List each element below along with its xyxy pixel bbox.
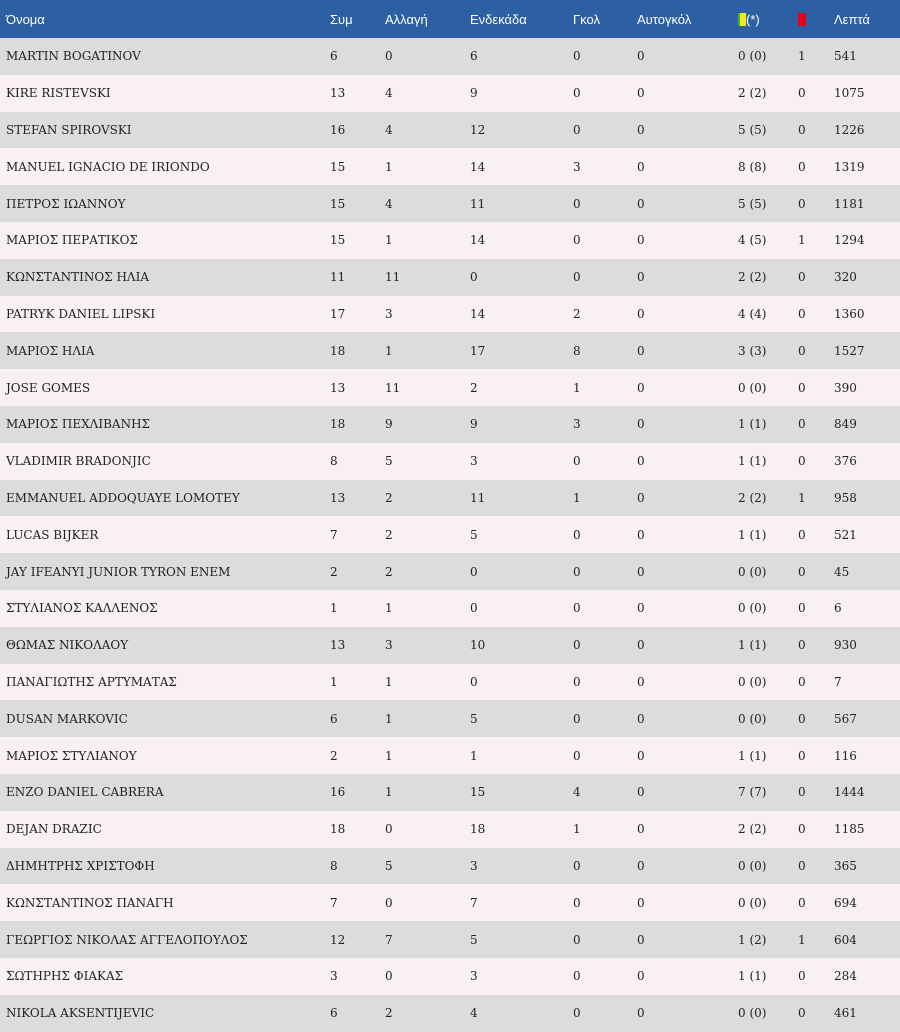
cell-own-goals: 0 [637, 343, 645, 358]
cell-own-goals: 0 [637, 86, 645, 101]
header-own-goals[interactable]: Αυτογκόλ [637, 11, 692, 27]
cell-goals: 3 [573, 417, 581, 432]
cell-starting: 9 [470, 417, 478, 432]
cell-apps: 11 [330, 270, 346, 285]
cell-minutes: 1226 [834, 122, 865, 137]
cell-red-cards: 0 [798, 343, 806, 358]
table-header-row [0, 0, 900, 38]
table-row [0, 811, 900, 848]
cell-red-cards: 0 [798, 674, 806, 689]
cell-starting: 11 [470, 490, 486, 505]
cell-starting: 5 [470, 932, 478, 947]
cell-minutes: 1075 [834, 86, 865, 101]
table-row [0, 553, 900, 590]
cell-yellow-cards: 0 (0) [738, 601, 767, 616]
cell-apps: 15 [330, 159, 346, 174]
cell-starting: 0 [470, 674, 478, 689]
cell-red-cards: 0 [798, 1006, 806, 1021]
cell-player-name: JOSE GOMES [6, 380, 91, 395]
cell-own-goals: 0 [637, 1006, 645, 1021]
cell-yellow-cards: 7 (7) [738, 785, 767, 800]
cell-yellow-cards: 1 (1) [738, 969, 767, 984]
cell-red-cards: 0 [798, 858, 806, 873]
cell-player-name: EMMANUEL ADDOQUAYE LOMOTEY [6, 490, 240, 505]
cell-yellow-cards: 1 (1) [738, 748, 767, 763]
cell-goals: 0 [573, 270, 581, 285]
cell-starting: 1 [470, 748, 478, 763]
cell-subs: 4 [385, 196, 393, 211]
cell-subs: 5 [385, 454, 393, 469]
table-row [0, 958, 900, 995]
cell-apps: 6 [330, 711, 338, 726]
cell-own-goals: 0 [637, 969, 645, 984]
cell-apps: 8 [330, 454, 338, 469]
cell-goals: 0 [573, 858, 581, 873]
cell-starting: 3 [470, 454, 478, 469]
cell-red-cards: 0 [798, 564, 806, 579]
cell-player-name: ΜΑΡΙΟΣ ΗΛΙΑ [6, 343, 95, 358]
cell-red-cards: 0 [798, 196, 806, 211]
cell-own-goals: 0 [637, 49, 645, 64]
table-row [0, 148, 900, 185]
cell-own-goals: 0 [637, 674, 645, 689]
cell-goals: 0 [573, 454, 581, 469]
cell-yellow-cards: 1 (1) [738, 417, 767, 432]
table-row [0, 516, 900, 553]
cell-starting: 9 [470, 86, 478, 101]
cell-goals: 0 [573, 564, 581, 579]
cell-own-goals: 0 [637, 417, 645, 432]
cell-own-goals: 0 [637, 527, 645, 542]
cell-subs: 3 [385, 638, 393, 653]
cell-minutes: 320 [834, 270, 857, 285]
cell-starting: 5 [470, 527, 478, 542]
cell-own-goals: 0 [637, 380, 645, 395]
cell-minutes: 1527 [834, 343, 865, 358]
cell-goals: 0 [573, 233, 581, 248]
cell-red-cards: 0 [798, 380, 806, 395]
cell-goals: 0 [573, 527, 581, 542]
table-row [0, 480, 900, 517]
cell-yellow-cards: 5 (5) [738, 196, 767, 211]
cell-red-cards: 0 [798, 86, 806, 101]
cell-starting: 12 [470, 122, 486, 137]
cell-yellow-cards: 0 (0) [738, 380, 767, 395]
cell-red-cards: 1 [798, 490, 806, 505]
cell-yellow-cards: 3 (3) [738, 343, 767, 358]
cell-minutes: 1360 [834, 306, 865, 321]
cell-apps: 17 [330, 306, 346, 321]
cell-player-name: MARTIN BOGATINOV [6, 49, 141, 64]
cell-starting: 5 [470, 711, 478, 726]
cell-subs: 1 [385, 601, 393, 616]
cell-own-goals: 0 [637, 638, 645, 653]
cell-apps: 18 [330, 343, 346, 358]
cell-red-cards: 1 [798, 932, 806, 947]
cell-minutes: 1181 [834, 196, 865, 211]
cell-subs: 1 [385, 711, 393, 726]
cell-goals: 0 [573, 49, 581, 64]
cell-minutes: 849 [834, 417, 857, 432]
cell-red-cards: 0 [798, 454, 806, 469]
table-row [0, 590, 900, 627]
cell-starting: 11 [470, 196, 486, 211]
cell-player-name: ΠΕΤΡΟΣ ΙΩΑΝΝΟΥ [6, 196, 126, 211]
cell-player-name: ΠΑΝΑΓΙΩΤΗΣ ΑΡΤΥΜΑΤΑΣ [6, 674, 177, 689]
header-yellow-cards[interactable] [732, 0, 792, 38]
cell-goals: 1 [573, 490, 581, 505]
table-row [0, 737, 900, 774]
cell-yellow-cards: 4 (5) [738, 233, 767, 248]
cell-red-cards: 0 [798, 895, 806, 910]
yellow-card-icon [738, 13, 746, 26]
cell-apps: 16 [330, 122, 346, 137]
cell-player-name: ΓΕΩΡΓΙΟΣ ΝΙΚΟΛΑΣ ΑΓΓΕΛΟΠΟΥΛΟΣ [6, 932, 248, 947]
cell-minutes: 7 [834, 674, 842, 689]
cell-goals: 8 [573, 343, 581, 358]
cell-own-goals: 0 [637, 454, 645, 469]
cell-own-goals: 0 [637, 270, 645, 285]
cell-minutes: 365 [834, 858, 857, 873]
cell-player-name: ΚΩΝΣΤΑΝΤΙΝΟΣ ΗΛΙΑ [6, 270, 149, 285]
cell-goals: 0 [573, 895, 581, 910]
cell-minutes: 567 [834, 711, 857, 726]
table-row [0, 921, 900, 958]
cell-apps: 6 [330, 49, 338, 64]
cell-apps: 18 [330, 822, 346, 837]
cell-yellow-cards: 2 (2) [738, 822, 767, 837]
cell-player-name: DUSAN MARKOVIC [6, 711, 128, 726]
cell-yellow-cards: 4 (4) [738, 306, 767, 321]
cell-goals: 0 [573, 674, 581, 689]
cell-goals: 0 [573, 711, 581, 726]
cell-red-cards: 1 [798, 233, 806, 248]
cell-apps: 1 [330, 601, 338, 616]
table-row [0, 332, 900, 369]
cell-goals: 3 [573, 159, 581, 174]
table-row [0, 185, 900, 222]
cell-starting: 4 [470, 1006, 478, 1021]
cell-goals: 0 [573, 122, 581, 137]
table-row [0, 700, 900, 737]
table-body [0, 38, 900, 1032]
cell-own-goals: 0 [637, 932, 645, 947]
cell-red-cards: 0 [798, 159, 806, 174]
cell-minutes: 1444 [834, 785, 865, 800]
cell-starting: 3 [470, 969, 478, 984]
cell-goals: 2 [573, 306, 581, 321]
table-row [0, 848, 900, 885]
header-subs[interactable]: Αλλαγή [385, 11, 428, 27]
cell-minutes: 958 [834, 490, 857, 505]
cell-apps: 12 [330, 932, 346, 947]
table-row [0, 774, 900, 811]
cell-minutes: 376 [834, 454, 857, 469]
cell-subs: 4 [385, 122, 393, 137]
header-red-cards[interactable] [792, 0, 828, 38]
cell-yellow-cards: 0 (0) [738, 674, 767, 689]
table-row [0, 443, 900, 480]
cell-apps: 13 [330, 86, 346, 101]
cell-own-goals: 0 [637, 490, 645, 505]
cell-yellow-cards: 1 (1) [738, 454, 767, 469]
header-goals[interactable]: Γκολ [573, 11, 600, 27]
header-name[interactable]: Όνομα [6, 11, 45, 27]
cell-minutes: 461 [834, 1006, 857, 1021]
cell-minutes: 541 [834, 49, 857, 64]
cell-subs: 4 [385, 86, 393, 101]
cell-goals: 0 [573, 196, 581, 211]
cell-goals: 1 [573, 822, 581, 837]
cell-apps: 7 [330, 895, 338, 910]
cell-red-cards: 0 [798, 748, 806, 763]
cell-apps: 2 [330, 564, 338, 579]
cell-red-cards: 0 [798, 417, 806, 432]
cell-yellow-cards: 5 (5) [738, 122, 767, 137]
cell-apps: 7 [330, 527, 338, 542]
cell-player-name: DEJAN DRAZIC [6, 822, 102, 837]
cell-apps: 1 [330, 674, 338, 689]
cell-apps: 2 [330, 748, 338, 763]
cell-starting: 14 [470, 233, 486, 248]
cell-subs: 1 [385, 343, 393, 358]
cell-subs: 0 [385, 969, 393, 984]
header-yellow-suffix: (*) [746, 11, 760, 27]
table-row [0, 406, 900, 443]
cell-subs: 0 [385, 895, 393, 910]
cell-player-name: LUCAS BIJKER [6, 527, 99, 542]
cell-minutes: 1294 [834, 233, 865, 248]
cell-minutes: 6 [834, 601, 842, 616]
cell-player-name: ΔΗΜΗΤΡΗΣ ΧΡΙΣΤΟΦΗ [6, 858, 155, 873]
table-row [0, 627, 900, 664]
cell-starting: 14 [470, 306, 486, 321]
cell-yellow-cards: 2 (2) [738, 490, 767, 505]
cell-red-cards: 0 [798, 122, 806, 137]
red-card-icon [798, 13, 806, 26]
cell-own-goals: 0 [637, 822, 645, 837]
cell-goals: 0 [573, 1006, 581, 1021]
cell-player-name: PATRYK DANIEL LIPSKI [6, 306, 156, 321]
cell-red-cards: 0 [798, 785, 806, 800]
cell-own-goals: 0 [637, 564, 645, 579]
cell-starting: 0 [470, 564, 478, 579]
cell-minutes: 1319 [834, 159, 865, 174]
cell-subs: 1 [385, 674, 393, 689]
cell-own-goals: 0 [637, 122, 645, 137]
cell-apps: 16 [330, 785, 346, 800]
cell-player-name: NIKOLA AKSENTIJEVIC [6, 1006, 155, 1021]
cell-red-cards: 0 [798, 601, 806, 616]
cell-minutes: 284 [834, 969, 857, 984]
cell-player-name: JAY IFEANYI JUNIOR TYRON ENEM [6, 564, 231, 579]
cell-player-name: ΣΩΤΗΡΗΣ ΦΙΑΚΑΣ [6, 969, 124, 984]
table-row [0, 995, 900, 1032]
cell-subs: 11 [385, 270, 401, 285]
cell-apps: 15 [330, 233, 346, 248]
cell-yellow-cards: 8 (8) [738, 159, 767, 174]
cell-subs: 2 [385, 1006, 393, 1021]
cell-apps: 15 [330, 196, 346, 211]
header-minutes[interactable]: Λεπτά [834, 11, 870, 27]
table-row [0, 884, 900, 921]
table-row [0, 664, 900, 701]
cell-subs: 1 [385, 159, 393, 174]
table-row [0, 75, 900, 112]
cell-goals: 0 [573, 932, 581, 947]
table-row [0, 222, 900, 259]
cell-player-name: ΜΑΡΙΟΣ ΠΕΧΛΙΒΑΝΗΣ [6, 417, 151, 432]
cell-minutes: 45 [834, 564, 850, 579]
cell-subs: 7 [385, 932, 393, 947]
cell-own-goals: 0 [637, 601, 645, 616]
cell-yellow-cards: 0 (0) [738, 711, 767, 726]
cell-subs: 0 [385, 822, 393, 837]
cell-red-cards: 0 [798, 711, 806, 726]
cell-own-goals: 0 [637, 159, 645, 174]
cell-goals: 4 [573, 785, 581, 800]
cell-own-goals: 0 [637, 748, 645, 763]
cell-subs: 1 [385, 233, 393, 248]
header-apps[interactable]: Συμ [330, 11, 353, 27]
cell-apps: 18 [330, 417, 346, 432]
cell-starting: 6 [470, 49, 478, 64]
cell-goals: 1 [573, 380, 581, 395]
cell-own-goals: 0 [637, 858, 645, 873]
cell-goals: 0 [573, 748, 581, 763]
cell-starting: 10 [470, 638, 486, 653]
cell-yellow-cards: 0 (0) [738, 895, 767, 910]
cell-subs: 2 [385, 527, 393, 542]
cell-player-name: ENZO DANIEL CABRERA [6, 785, 164, 800]
table-row [0, 259, 900, 296]
cell-red-cards: 0 [798, 270, 806, 285]
cell-minutes: 604 [834, 932, 857, 947]
cell-starting: 17 [470, 343, 486, 358]
cell-subs: 2 [385, 490, 393, 505]
cell-red-cards: 0 [798, 306, 806, 321]
cell-player-name: KIRE RISTEVSKI [6, 86, 111, 101]
table-row [0, 38, 900, 75]
cell-player-name: ΚΩΝΣΤΑΝΤΙΝΟΣ ΠΑΝΑΓΗ [6, 895, 174, 910]
cell-yellow-cards: 0 (0) [738, 564, 767, 579]
cell-apps: 3 [330, 969, 338, 984]
cell-minutes: 521 [834, 527, 857, 542]
cell-own-goals: 0 [637, 196, 645, 211]
cell-yellow-cards: 0 (0) [738, 1006, 767, 1021]
cell-yellow-cards: 1 (2) [738, 932, 767, 947]
cell-starting: 14 [470, 159, 486, 174]
cell-goals: 0 [573, 601, 581, 616]
cell-subs: 9 [385, 417, 393, 432]
cell-subs: 11 [385, 380, 401, 395]
cell-subs: 1 [385, 748, 393, 763]
cell-player-name: VLADIMIR BRADONJIC [6, 454, 151, 469]
cell-apps: 8 [330, 858, 338, 873]
table-row [0, 112, 900, 149]
cell-own-goals: 0 [637, 785, 645, 800]
cell-goals: 0 [573, 86, 581, 101]
cell-apps: 13 [330, 380, 346, 395]
cell-red-cards: 0 [798, 527, 806, 542]
cell-minutes: 1185 [834, 822, 865, 837]
cell-subs: 2 [385, 564, 393, 579]
header-starting[interactable]: Ενδεκάδα [470, 11, 527, 27]
cell-yellow-cards: 2 (2) [738, 270, 767, 285]
cell-yellow-cards: 1 (1) [738, 527, 767, 542]
cell-goals: 0 [573, 638, 581, 653]
cell-red-cards: 0 [798, 822, 806, 837]
cell-goals: 0 [573, 969, 581, 984]
cell-player-name: STEFAN SPIROVSKI [6, 122, 132, 137]
cell-minutes: 930 [834, 638, 857, 653]
cell-apps: 13 [330, 638, 346, 653]
cell-yellow-cards: 0 (0) [738, 858, 767, 873]
cell-yellow-cards: 2 (2) [738, 86, 767, 101]
cell-own-goals: 0 [637, 306, 645, 321]
cell-starting: 7 [470, 895, 478, 910]
cell-minutes: 694 [834, 895, 857, 910]
cell-own-goals: 0 [637, 233, 645, 248]
cell-starting: 18 [470, 822, 486, 837]
cell-minutes: 116 [834, 748, 857, 763]
table-row [0, 369, 900, 406]
cell-starting: 2 [470, 380, 478, 395]
cell-own-goals: 0 [637, 895, 645, 910]
cell-starting: 3 [470, 858, 478, 873]
cell-starting: 0 [470, 601, 478, 616]
cell-yellow-cards: 0 (0) [738, 49, 767, 64]
cell-apps: 13 [330, 490, 346, 505]
cell-player-name: MANUEL IGNACIO DE IRIONDO [6, 159, 210, 174]
cell-player-name: ΜΑΡΙΟΣ ΣΤΥΛΙΑΝΟΥ [6, 748, 137, 763]
cell-subs: 0 [385, 49, 393, 64]
cell-yellow-cards: 1 (1) [738, 638, 767, 653]
cell-red-cards: 1 [798, 49, 806, 64]
cell-player-name: ΘΩΜΑΣ ΝΙΚΟΛΑΟΥ [6, 638, 129, 653]
cell-player-name: ΣΤΥΛΙΑΝΟΣ ΚΑΛΛΕΝΟΣ [6, 601, 158, 616]
cell-subs: 1 [385, 785, 393, 800]
cell-starting: 0 [470, 270, 478, 285]
cell-own-goals: 0 [637, 711, 645, 726]
cell-subs: 5 [385, 858, 393, 873]
cell-subs: 3 [385, 306, 393, 321]
cell-minutes: 390 [834, 380, 857, 395]
cell-player-name: ΜΑΡΙΟΣ ΠΕΡΑΤΙΚΟΣ [6, 233, 138, 248]
cell-apps: 6 [330, 1006, 338, 1021]
cell-starting: 15 [470, 785, 486, 800]
table-row [0, 296, 900, 333]
cell-red-cards: 0 [798, 969, 806, 984]
cell-red-cards: 0 [798, 638, 806, 653]
